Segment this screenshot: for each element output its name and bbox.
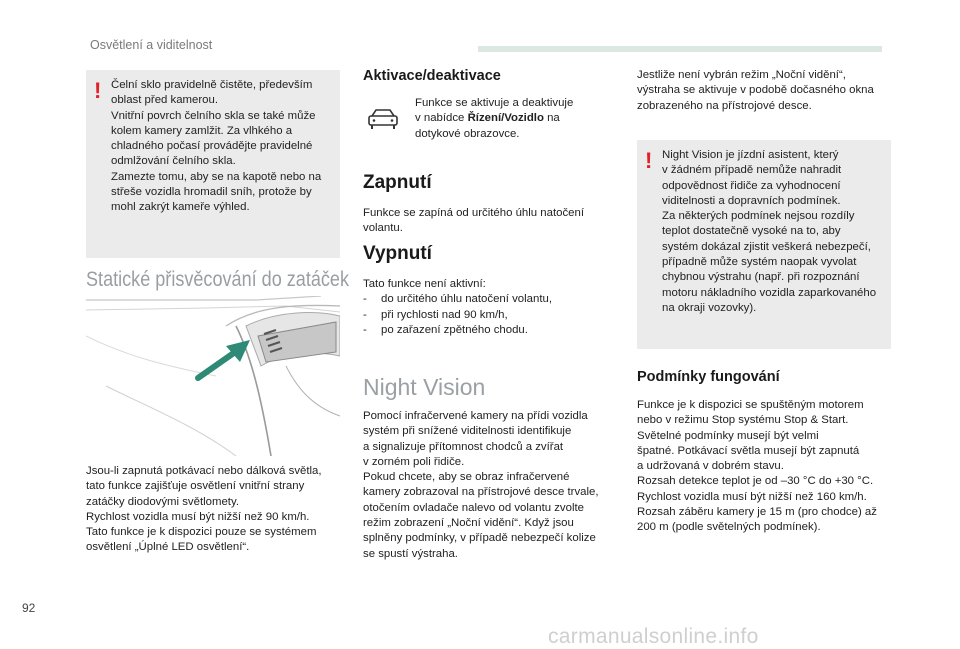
text-line: systém při snížené viditelnosti identifikuje — [363, 425, 572, 438]
warning-line: motoru nákladního vozidla zaparkovaného — [662, 286, 877, 299]
text-line: špatné. Potkávací světla musejí být zapnutá — [637, 444, 860, 457]
watermark: carmanualsonline.info — [548, 625, 759, 648]
heading-night-vision: Night Vision — [363, 374, 486, 400]
headlight-figure — [86, 296, 340, 456]
warning-box-night-vision — [637, 140, 891, 349]
warning-box-camera — [86, 70, 340, 258]
warning-line: odmlžování čelního skla. — [111, 155, 236, 168]
warning-line: mohl zakrýt kameře výhled. — [111, 201, 250, 214]
warning-line: chladného počasí provádějte pravidelné — [111, 140, 313, 153]
text-line: nebo v režimu Stop systému Stop & Start. — [637, 414, 849, 427]
warning-line: Vnitřní povrch čelního skla se také může — [111, 109, 316, 122]
warning-text — [662, 148, 890, 316]
text-line: zobrazeného na přístrojové desce. — [637, 99, 812, 112]
night-vision-intro — [637, 68, 897, 114]
text-line: kamery zobrazoval na přístrojové desce trvale, — [363, 486, 599, 499]
off-text — [363, 277, 613, 338]
header-rule — [478, 46, 882, 52]
warning-line: případně může systém naopak vyvolat — [662, 256, 857, 269]
text-line: Jsou-li zapnutá potkávací nebo dálková světla, — [86, 465, 322, 477]
text-line: v nabídce Řízení/Vozidlo na — [415, 112, 560, 125]
warning-line: teplot dostatečně vysoké na to, aby — [662, 225, 841, 238]
text-line: Tato funkce není aktivní: — [363, 278, 486, 290]
warning-line: kolem kamery zamlžit. Za vlhkého a — [111, 124, 293, 137]
text-line: Světelné podmínky musejí být velmi — [637, 429, 819, 442]
heading-conditions: Podmínky fungování — [637, 369, 780, 385]
text-line: v zorném poli řidiče. — [363, 455, 465, 468]
warning-line: viditelnosti a dopravních podmínek. — [662, 194, 841, 207]
cornering-text — [86, 464, 348, 556]
text-line: Rozsah záběru kamery je 15 m (pro chodce) až — [637, 506, 877, 519]
text-line: Rychlost vozidla musí být nižší než 160 km/h. — [637, 490, 867, 503]
warning-line: chybnou výstrahu (např. při rozpoznání — [662, 271, 860, 284]
text-line: tato funkce zajišťuje osvětlení vnitřní strany — [86, 480, 305, 493]
text-line: a signalizuje přítomnost chodců a zvířat — [363, 440, 564, 453]
car-front-illustration — [86, 296, 340, 456]
page-number: 92 — [22, 601, 36, 615]
text-line: výstraha se aktivuje v podobě dočasného okna — [637, 84, 874, 97]
text-line: Funkce je k dispozici se spuštěným motorem — [637, 399, 864, 411]
heading-on: Zapnutí — [363, 172, 432, 193]
warning-text — [111, 78, 336, 216]
text-line: režim zobrazení „Noční vidění“. Když jsou — [363, 517, 574, 530]
off-conditions-list — [363, 292, 613, 338]
warning-line: střeše vozidla hromadil sníh, protože by — [111, 186, 312, 199]
warning-icon: ! — [645, 148, 653, 173]
warning-line: systém dokázal zjistit veškerá nebezpečí, — [662, 240, 871, 253]
text-line: Rozsah detekce teplot je od –30 °C do +30 °C. — [637, 475, 874, 488]
heading-off: Vypnutí — [363, 243, 432, 264]
conditions-text — [637, 398, 899, 536]
warning-line: v žádném případě nemůže nahradit — [662, 164, 842, 177]
warning-line: Čelní sklo pravidelně čistěte, především — [111, 79, 313, 91]
text-line: osvětlení „Úplné LED osvětlení“. — [86, 541, 250, 554]
text-line: a udržovaná v dobrém stavu. — [637, 460, 784, 473]
text-line: Funkce se aktivuje a deaktivuje — [415, 97, 574, 109]
text-line: 200 m (podle světelných podmínek). — [637, 521, 821, 534]
text-line: zatáčky diodovými světlomety. — [86, 495, 239, 508]
text-line: Rychlost vozidla musí být nižší než 90 km/h. — [86, 510, 310, 523]
warning-line: na okraji vozovky). — [662, 301, 757, 314]
activation-text — [415, 96, 615, 142]
text-line: Tato funkce je k dispozici pouze se systémem — [86, 526, 317, 539]
text-line: Pomocí infračervené kamery na přídi vozidla — [363, 410, 588, 422]
text-line: Funkce se zapíná od určitého úhlu natočení — [363, 207, 584, 219]
warning-line: oblast před kamerou. — [111, 94, 219, 107]
warning-line: Za některých podmínek nejsou rozdíly — [662, 210, 855, 223]
menu-path: Řízení/Vozidlo — [467, 112, 544, 125]
text-line: dotykové obrazovce. — [415, 127, 520, 140]
on-text — [363, 206, 613, 237]
car-settings-icon — [366, 107, 400, 131]
text-line: otočením ovladače nalevo od volantu zvolte — [363, 501, 584, 514]
list-item: - při rychlosti nad 90 km/h, — [363, 308, 613, 323]
text-line: Jestliže není vybrán režim „Noční vidění“, — [637, 69, 846, 81]
list-item: - do určitého úhlu natočení volantu, — [363, 292, 613, 307]
text-line: splněny podmínky, v případě nebezpečí kolize — [363, 532, 596, 545]
section-title: Osvětlení a viditelnost — [90, 38, 213, 52]
text-line: se spustí výstraha. — [363, 547, 458, 560]
section-heading-cornering: Statické přisvěcování do zatáček — [86, 268, 350, 291]
text-line: volantu. — [363, 222, 403, 235]
warning-line: odpovědnost řidiče za vyhodnocení — [662, 179, 841, 192]
night-vision-text — [363, 409, 625, 562]
heading-activation: Aktivace/deaktivace — [363, 68, 501, 84]
text-line: Pokud chcete, aby se obraz infračervené — [363, 471, 570, 484]
list-item: - po zařazení zpětného chodu. — [363, 323, 613, 338]
warning-icon: ! — [94, 78, 102, 103]
warning-line: Night Vision je jízdní asistent, který — [662, 149, 839, 161]
warning-line: Zamezte tomu, aby se na kapotě nebo na — [111, 170, 322, 183]
